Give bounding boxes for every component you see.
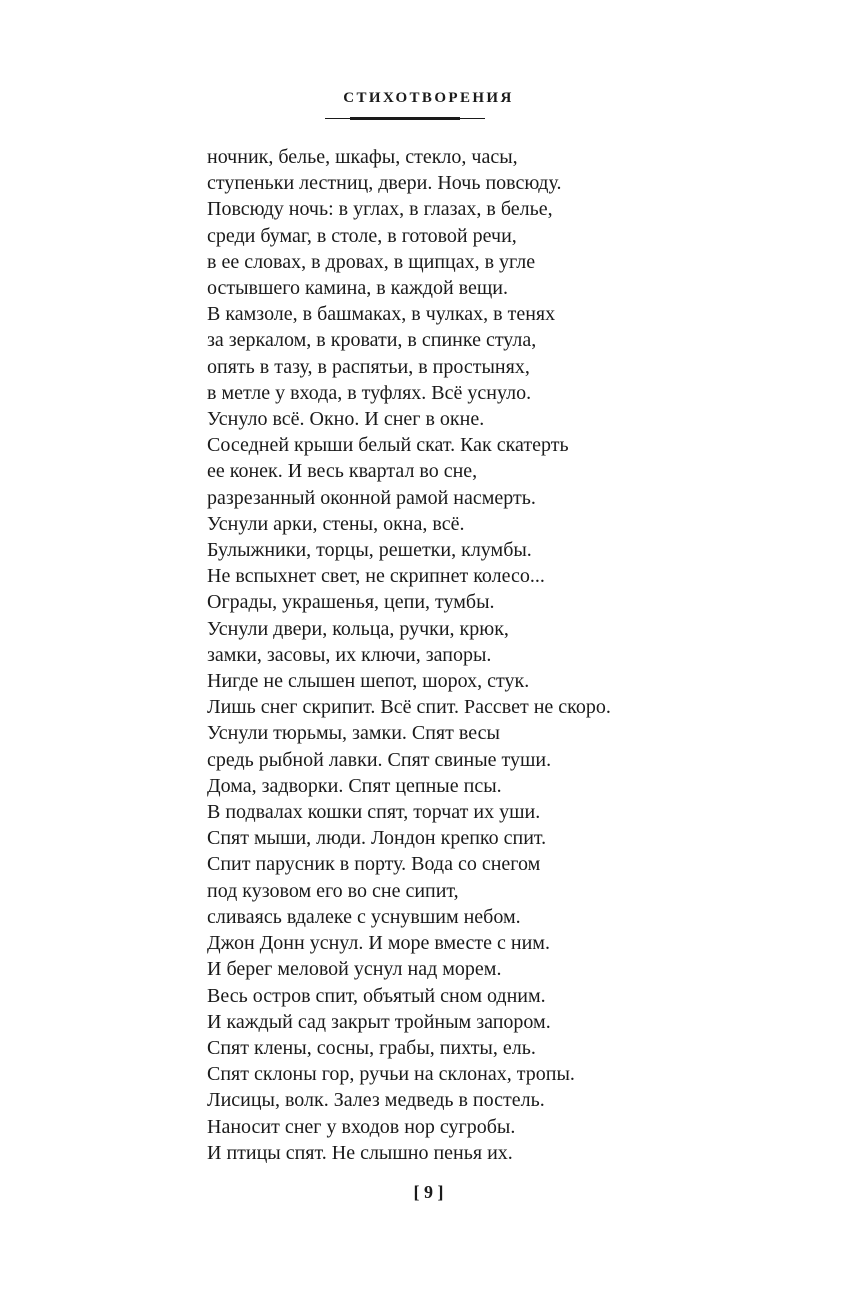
poem-line: Наносит снег у входов нор сугробы. — [207, 1115, 516, 1138]
poem-line: Джон Донн уснул. И море вместе с ним. — [207, 932, 550, 955]
poem-line: Ограды, украшенья, цепи, тумбы. — [207, 591, 495, 614]
poem-line: ночник, белье, шкафы, стекло, часы, — [207, 146, 518, 168]
poem-line: Уснули двери, кольца, ручки, крюк, — [207, 617, 509, 640]
poem-line: Лишь снег скрипит. Всё спит. Рассвет не скоро. — [207, 696, 611, 719]
poem-line: Спит парусник в порту. Вода со снегом — [207, 853, 541, 876]
poem-line: в ее словах, в дровах, в щипцах, в угле — [207, 250, 536, 273]
poem-line: опять в тазу, в распятьи, в простынях, — [207, 355, 530, 378]
poem-line: в метле у входа, в туфлях. Всё уснуло. — [207, 381, 532, 404]
poem-line: разрезанный оконной рамой насмерть. — [207, 486, 536, 509]
poem-line: Уснули тюрьмы, замки. Спят весы — [207, 722, 500, 745]
poem-line: В камзоле, в башмаках, в чулках, в тенях — [207, 303, 556, 326]
running-title: СТИХОТВОРЕНИЯ — [343, 90, 514, 106]
poem-line: Спят клены, сосны, грабы, пихты, ель. — [207, 1036, 536, 1059]
poem-line: В подвалах кошки спят, торчат их уши. — [207, 801, 541, 824]
poem-line: средь рыбной лавки. Спят свиные туши. — [207, 748, 552, 771]
poem-line: за зеркалом, в кровати, в спинке стула, — [207, 329, 537, 352]
poem-line: Булыжники, торцы, решетки, клумбы. — [207, 539, 532, 562]
poem-line: Лисицы, волк. Залез медведь в постель. — [207, 1089, 545, 1112]
poem-line: Повсюду ночь: в углах, в глазах, в белье, — [207, 198, 553, 221]
poem-line: Нигде не слышен шепот, шорох, стук. — [207, 670, 530, 693]
poem-body — [207, 144, 827, 1166]
poem-line: Весь остров спит, объятый сном одним. — [207, 984, 546, 1007]
poem-line: ее конек. И весь квартал во сне, — [207, 460, 478, 483]
poem-line: сливаясь вдалеке с уснувшим небом. — [207, 905, 521, 928]
poem-line: И птицы спят. Не слышно пенья их. — [207, 1141, 513, 1164]
poem-line: И каждый сад закрыт тройным запором. — [207, 1010, 551, 1033]
poem-line: Не вспыхнет свет, не скрипнет колесо... — [207, 565, 545, 588]
poem-line: замки, засовы, их ключи, запоры. — [207, 643, 492, 666]
page-number: [ 9 ] — [413, 1182, 444, 1202]
poem-line: Дома, задворки. Спят цепные псы. — [207, 774, 502, 797]
title-rule-accent — [350, 117, 460, 120]
poem-line: Соседней крыши белый скат. Как скатерть — [207, 434, 569, 457]
poem-line: под кузовом его во сне сипит, — [207, 879, 459, 902]
poem-line: остывшего камина, в каждой вещи. — [207, 277, 508, 300]
poem-line: среди бумаг, в столе, в готовой речи, — [207, 224, 517, 247]
poem-line: Спят мыши, люди. Лондон крепко спит. — [207, 827, 547, 850]
poem-line: Спят склоны гор, ручьи на склонах, тропы. — [207, 1063, 575, 1086]
poem-line: ступеньки лестниц, двери. Ночь повсюду. — [207, 172, 562, 195]
poem-line: И берег меловой уснул над морем. — [207, 958, 502, 981]
poem-line: Уснуло всё. Окно. И снег в окне. — [207, 408, 485, 431]
poem-line: Уснули арки, стены, окна, всё. — [207, 512, 465, 535]
